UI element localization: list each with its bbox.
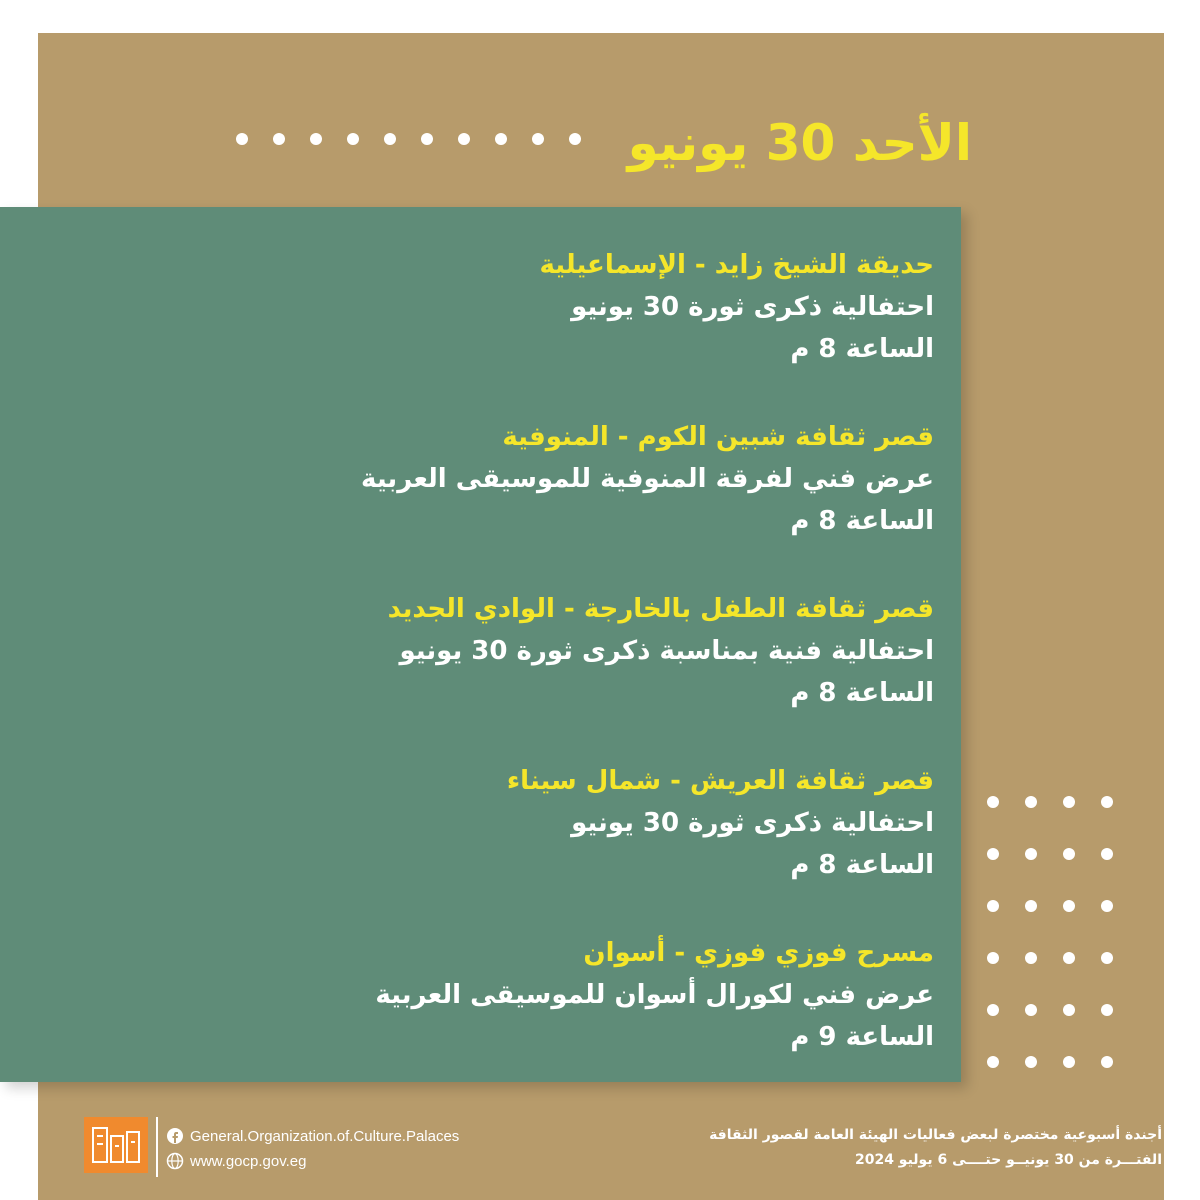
events-list xyxy=(234,244,934,1104)
logo-icon xyxy=(84,1117,148,1173)
agenda-title: أجندة أسبوعية مختصرة لبعض فعاليات الهيئة العامة لقصور الثقافة xyxy=(709,1127,1162,1143)
event-description: احتفالية ذكرى ثورة 30 يونيو xyxy=(571,292,934,322)
event-description: احتفالية ذكرى ثورة 30 يونيو xyxy=(571,808,934,838)
event-description: عرض فني لكورال أسوان للموسيقى العربية xyxy=(375,980,934,1010)
event-item xyxy=(234,760,934,932)
facebook-link[interactable] xyxy=(166,1125,459,1147)
event-time: الساعة 8 م xyxy=(790,334,934,364)
event-venue: قصر ثقافة الطفل بالخارجة - الوادي الجديد xyxy=(387,594,934,624)
event-description: عرض فني لفرقة المنوفية للموسيقى العربية xyxy=(361,464,934,494)
event-item xyxy=(234,932,934,1104)
event-time: الساعة 8 م xyxy=(790,850,934,880)
event-time: الساعة 8 م xyxy=(790,678,934,708)
event-time: الساعة 8 م xyxy=(790,506,934,536)
agenda-period: الفتـــرة من 30 يونيــو حتــــى 6 يوليو 2024 xyxy=(854,1152,1162,1168)
event-time: الساعة 9 م xyxy=(790,1022,934,1052)
event-venue: قصر ثقافة شبين الكوم - المنوفية xyxy=(502,422,934,452)
facebook-icon xyxy=(166,1127,184,1145)
website-link[interactable] xyxy=(166,1150,306,1172)
page-title: الأحد 30 يونيو xyxy=(627,114,972,172)
event-venue: قصر ثقافة العريش - شمال سيناء xyxy=(506,766,934,796)
facebook-text: General.Organization.of.Culture.Palaces xyxy=(190,1127,460,1145)
footer-divider xyxy=(156,1117,158,1177)
website-text: www.gocp.gov.eg xyxy=(190,1152,307,1170)
event-venue: مسرح فوزي فوزي - أسوان xyxy=(583,938,934,968)
event-item xyxy=(234,244,934,416)
event-description: احتفالية فنية بمناسبة ذكرى ثورة 30 يونيو xyxy=(399,636,934,666)
event-item xyxy=(234,416,934,588)
event-item xyxy=(234,588,934,760)
globe-icon xyxy=(166,1152,184,1170)
event-venue: حديقة الشيخ زايد - الإسماعيلية xyxy=(539,250,934,280)
